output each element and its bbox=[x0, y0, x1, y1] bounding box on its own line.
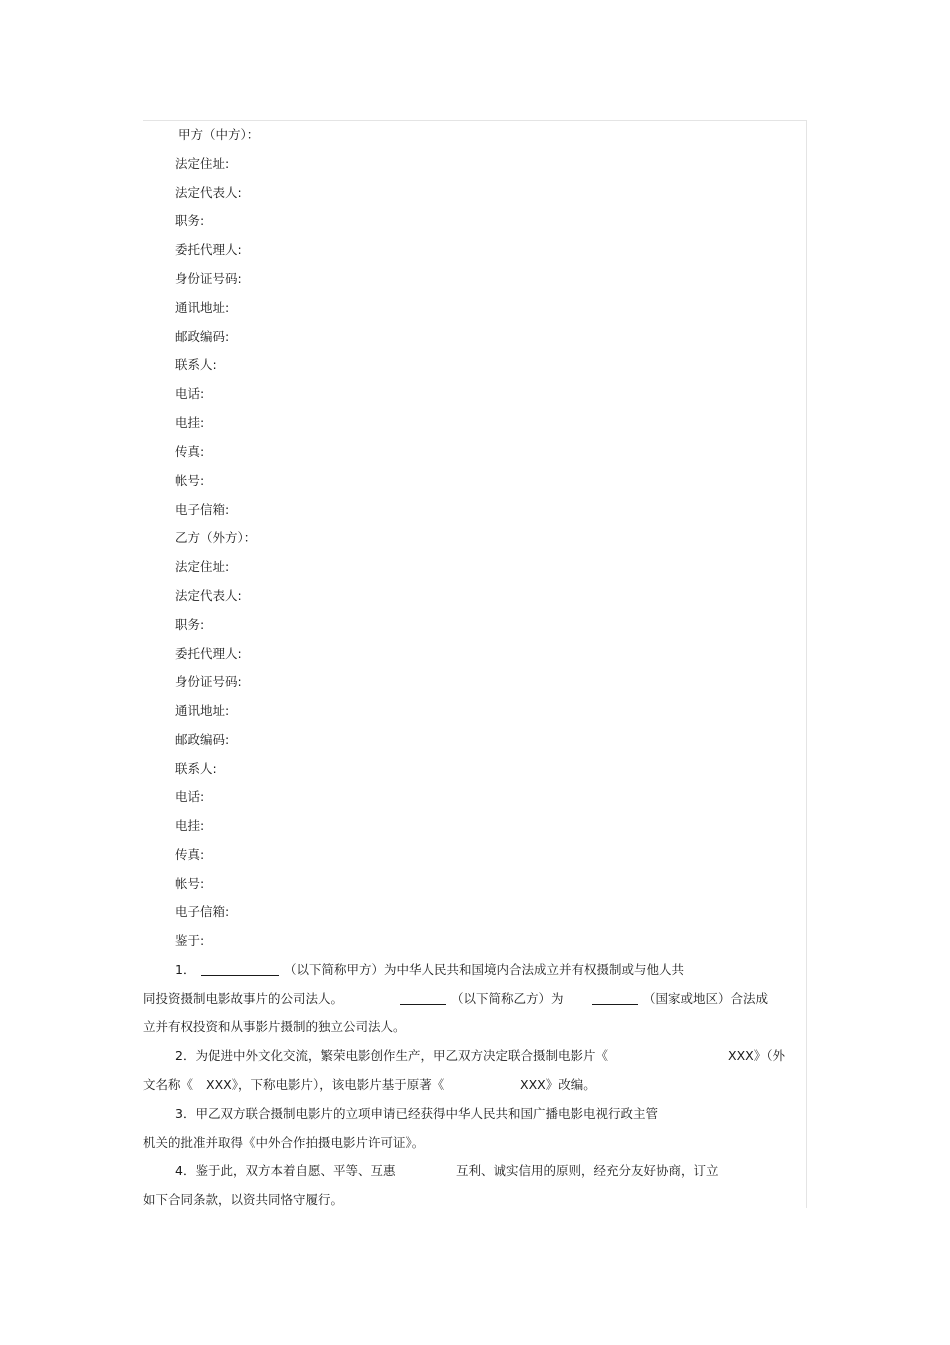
party-b-field: 传真: bbox=[175, 847, 205, 862]
party-b-field: 法定代表人: bbox=[175, 588, 242, 603]
clause-1-text: 立并有权投资和从事影片摄制的独立公司法人。 bbox=[143, 1019, 406, 1034]
clause-4-text: 互利、诚实信用的原则，经充分友好协商，订立 bbox=[456, 1163, 719, 1178]
blank-line bbox=[400, 992, 446, 1005]
clause-2-text: XXX》改编。 bbox=[520, 1077, 596, 1092]
party-a-field: 身份证号码: bbox=[175, 271, 242, 286]
party-a-field: 传真: bbox=[175, 444, 205, 459]
party-b-field: 职务: bbox=[175, 617, 205, 632]
party-a-field: 帐号: bbox=[175, 473, 205, 488]
whereas-heading: 鉴于: bbox=[175, 933, 205, 948]
party-a-field: 通讯地址: bbox=[175, 300, 230, 315]
clause-1-number: 1． bbox=[175, 962, 196, 977]
party-b-field: 电子信箱: bbox=[175, 904, 230, 919]
clause-2-text: XXX》，下称电影片），该电影片基于原著《 bbox=[206, 1077, 445, 1092]
party-b-field: 身份证号码: bbox=[175, 674, 242, 689]
clause-2-text: XXX》（外 bbox=[728, 1048, 785, 1063]
party-b-field: 法定住址: bbox=[175, 559, 230, 574]
clause-4-text: 如下合同条款，以资共同恪守履行。 bbox=[143, 1192, 344, 1207]
party-a-field: 职务: bbox=[175, 213, 205, 228]
party-b-field: 通讯地址: bbox=[175, 703, 230, 718]
clause-3-text: 3．甲乙双方联合摄制电影片的立项申请已经获得中华人民共和国广播电影电视行政主管 bbox=[175, 1106, 658, 1121]
party-b-field: 帐号: bbox=[175, 876, 205, 891]
party-b-field: 委托代理人: bbox=[175, 646, 242, 661]
party-a-field: 电子信箱: bbox=[175, 502, 230, 517]
party-b-field: 电话: bbox=[175, 789, 205, 804]
blank-line bbox=[201, 963, 279, 976]
page-frame bbox=[143, 120, 807, 1208]
clause-1-text: （以下简称乙方）为 bbox=[451, 991, 564, 1006]
party-a-field: 电话: bbox=[175, 386, 205, 401]
clause-1-text: （以下简称甲方）为中华人民共和国境内合法成立并有权摄制或与他人共 bbox=[284, 962, 685, 977]
party-a-field: 联系人: bbox=[175, 357, 217, 372]
blank-line bbox=[592, 992, 638, 1005]
party-a-heading: 甲方（中方）： bbox=[178, 127, 260, 142]
party-b-field: 联系人: bbox=[175, 761, 217, 776]
party-a-field: 法定代表人: bbox=[175, 185, 242, 200]
clause-3-text: 机关的批准并取得《中外合作拍摄电影片许可证》。 bbox=[143, 1135, 425, 1150]
party-b-field: 邮政编码: bbox=[175, 732, 230, 747]
clause-1-text: 同投资摄制电影故事片的公司法人。 bbox=[143, 991, 344, 1006]
party-b-field: 电挂: bbox=[175, 818, 205, 833]
clause-1-text: （国家或地区）合法成 bbox=[643, 991, 769, 1006]
party-a-field: 邮政编码: bbox=[175, 329, 230, 344]
party-a-field: 电挂: bbox=[175, 415, 205, 430]
party-b-heading: 乙方（外方）： bbox=[175, 530, 257, 545]
clause-4-text: 4．鉴于此，双方本着自愿、平等、互惠 bbox=[175, 1163, 396, 1178]
clause-2-text: 2．为促进中外文化交流，繁荣电影创作生产，甲乙双方决定联合摄制电影片《 bbox=[175, 1048, 608, 1063]
clause-2-text: 文名称《 bbox=[143, 1077, 194, 1092]
party-a-field: 法定住址: bbox=[175, 156, 230, 171]
party-a-field: 委托代理人: bbox=[175, 242, 242, 257]
